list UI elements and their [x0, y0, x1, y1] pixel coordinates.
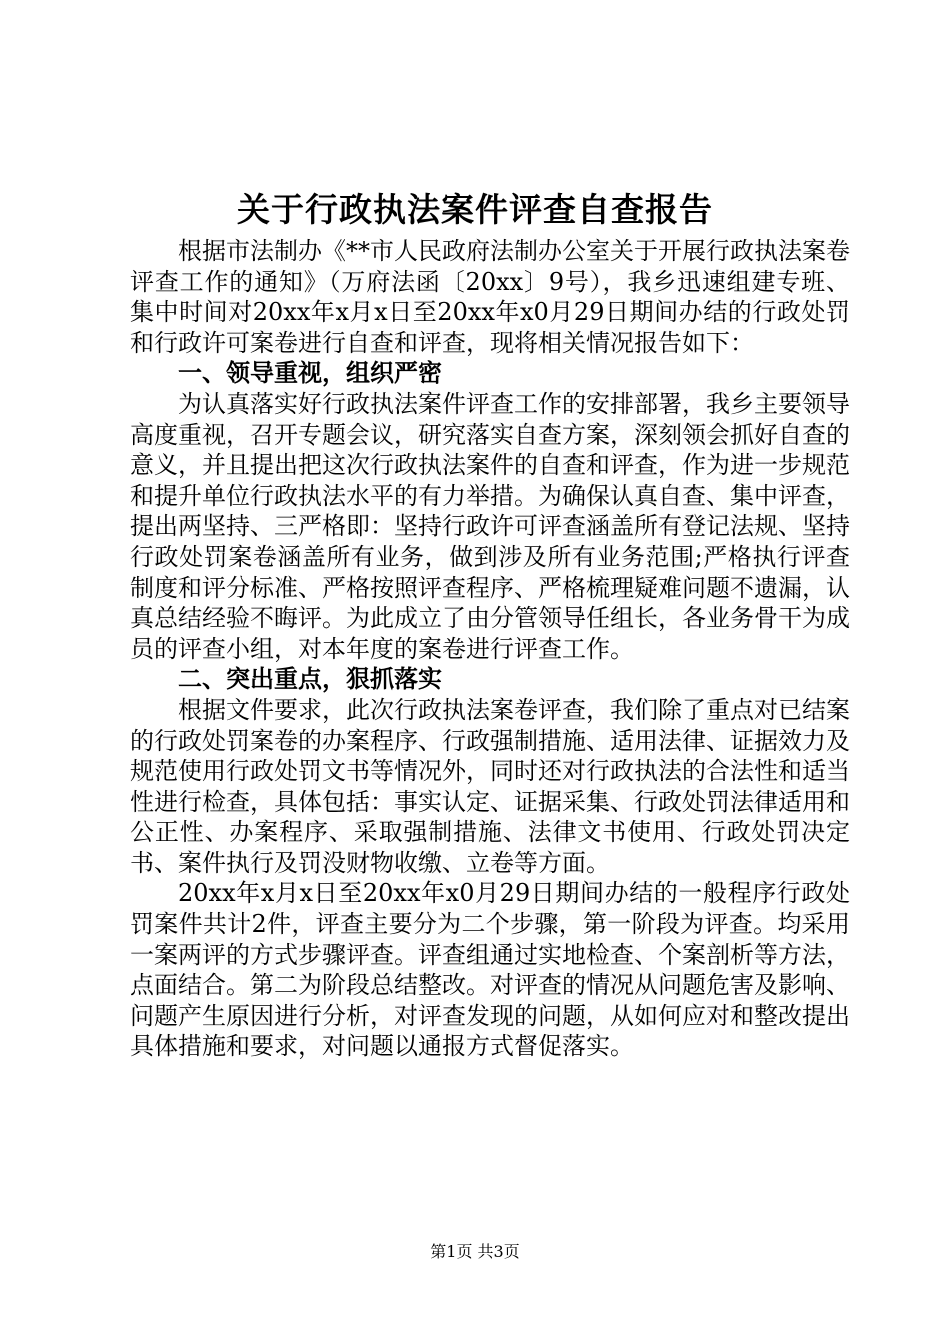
section-2-paragraph-2: 20xx年x月x日至20xx年x0月29日期间办结的一般程序行政处罚案件共计2件，评查主要分为二个步骤，第一阶段为评查。均采用一案两评的方式步骤评查。评查组通过实地检查、个案剖析等方法，点面结合。第二为阶段总结整改。对评查的情况从问题危害及影响、问题产生原因进行分析，对评查发现的问题，从如何应对和整改提出具体措施和要求，对问题以通报方式督促落实。 — [130, 879, 850, 1061]
section-1-paragraph: 为认真落实好行政执法案件评查工作的安排部署，我乡主要领导高度重视，召开专题会议，研究落实自查方案，深刻领会抓好自查的意义，并且提出把这次行政执法案件的自查和评查，作为进一步规范和提升单位行政执法水平的有力举措。为确保认真自查、集中评查，提出两坚持、三严格即：坚持行政许可评查涵盖所有登记法规、坚持行政处罚案卷涵盖所有业务，做到涉及所有业务范围;严格执行评查制度和评分标准、严格按照评查程序、严格梳理疑难问题不遗漏，认真总结经验不晦评。为此成立了由分管领导任组长，各业务骨干为成员的评查小组，对本年度的案卷进行评查工作。 — [130, 389, 850, 663]
document-title: 关于行政执法案件评查自查报告 — [237, 190, 713, 229]
section-2-paragraph-1: 根据文件要求，此次行政执法案卷评查，我们除了重点对已结案的行政处罚案卷的办案程序、行政强制措施、适用法律、证据效力及规范使用行政处罚文书等情况外，同时还对行政执法的合法性和适当性进行检查，具体包括：事实认定、证据采集、行政处罚法律适用和公正性、办案程序、采取强制措施、法律文书使用、行政处罚决定书、案件执行及罚没财物收缴、立卷等方面。 — [130, 695, 850, 877]
section-heading-1: 一、领导重视，组织严密 — [178, 359, 442, 388]
page-footer: 第1页 共3页 — [430, 1242, 520, 1261]
section-heading-2: 二、突出重点，狠抓落实 — [178, 665, 442, 694]
document-body — [130, 236, 850, 1062]
intro-paragraph: 根据市法制办《**市人民政府法制办公室关于开展行政执法案卷评查工作的通知》（万府法函〔20xx〕9号），我乡迅速组建专班、集中时间对20xx年x月x日至20xx年x0月29日期间办结的行政处罚和行政许可案卷进行自查和评查，现将相关情况报告如下： — [130, 237, 850, 357]
